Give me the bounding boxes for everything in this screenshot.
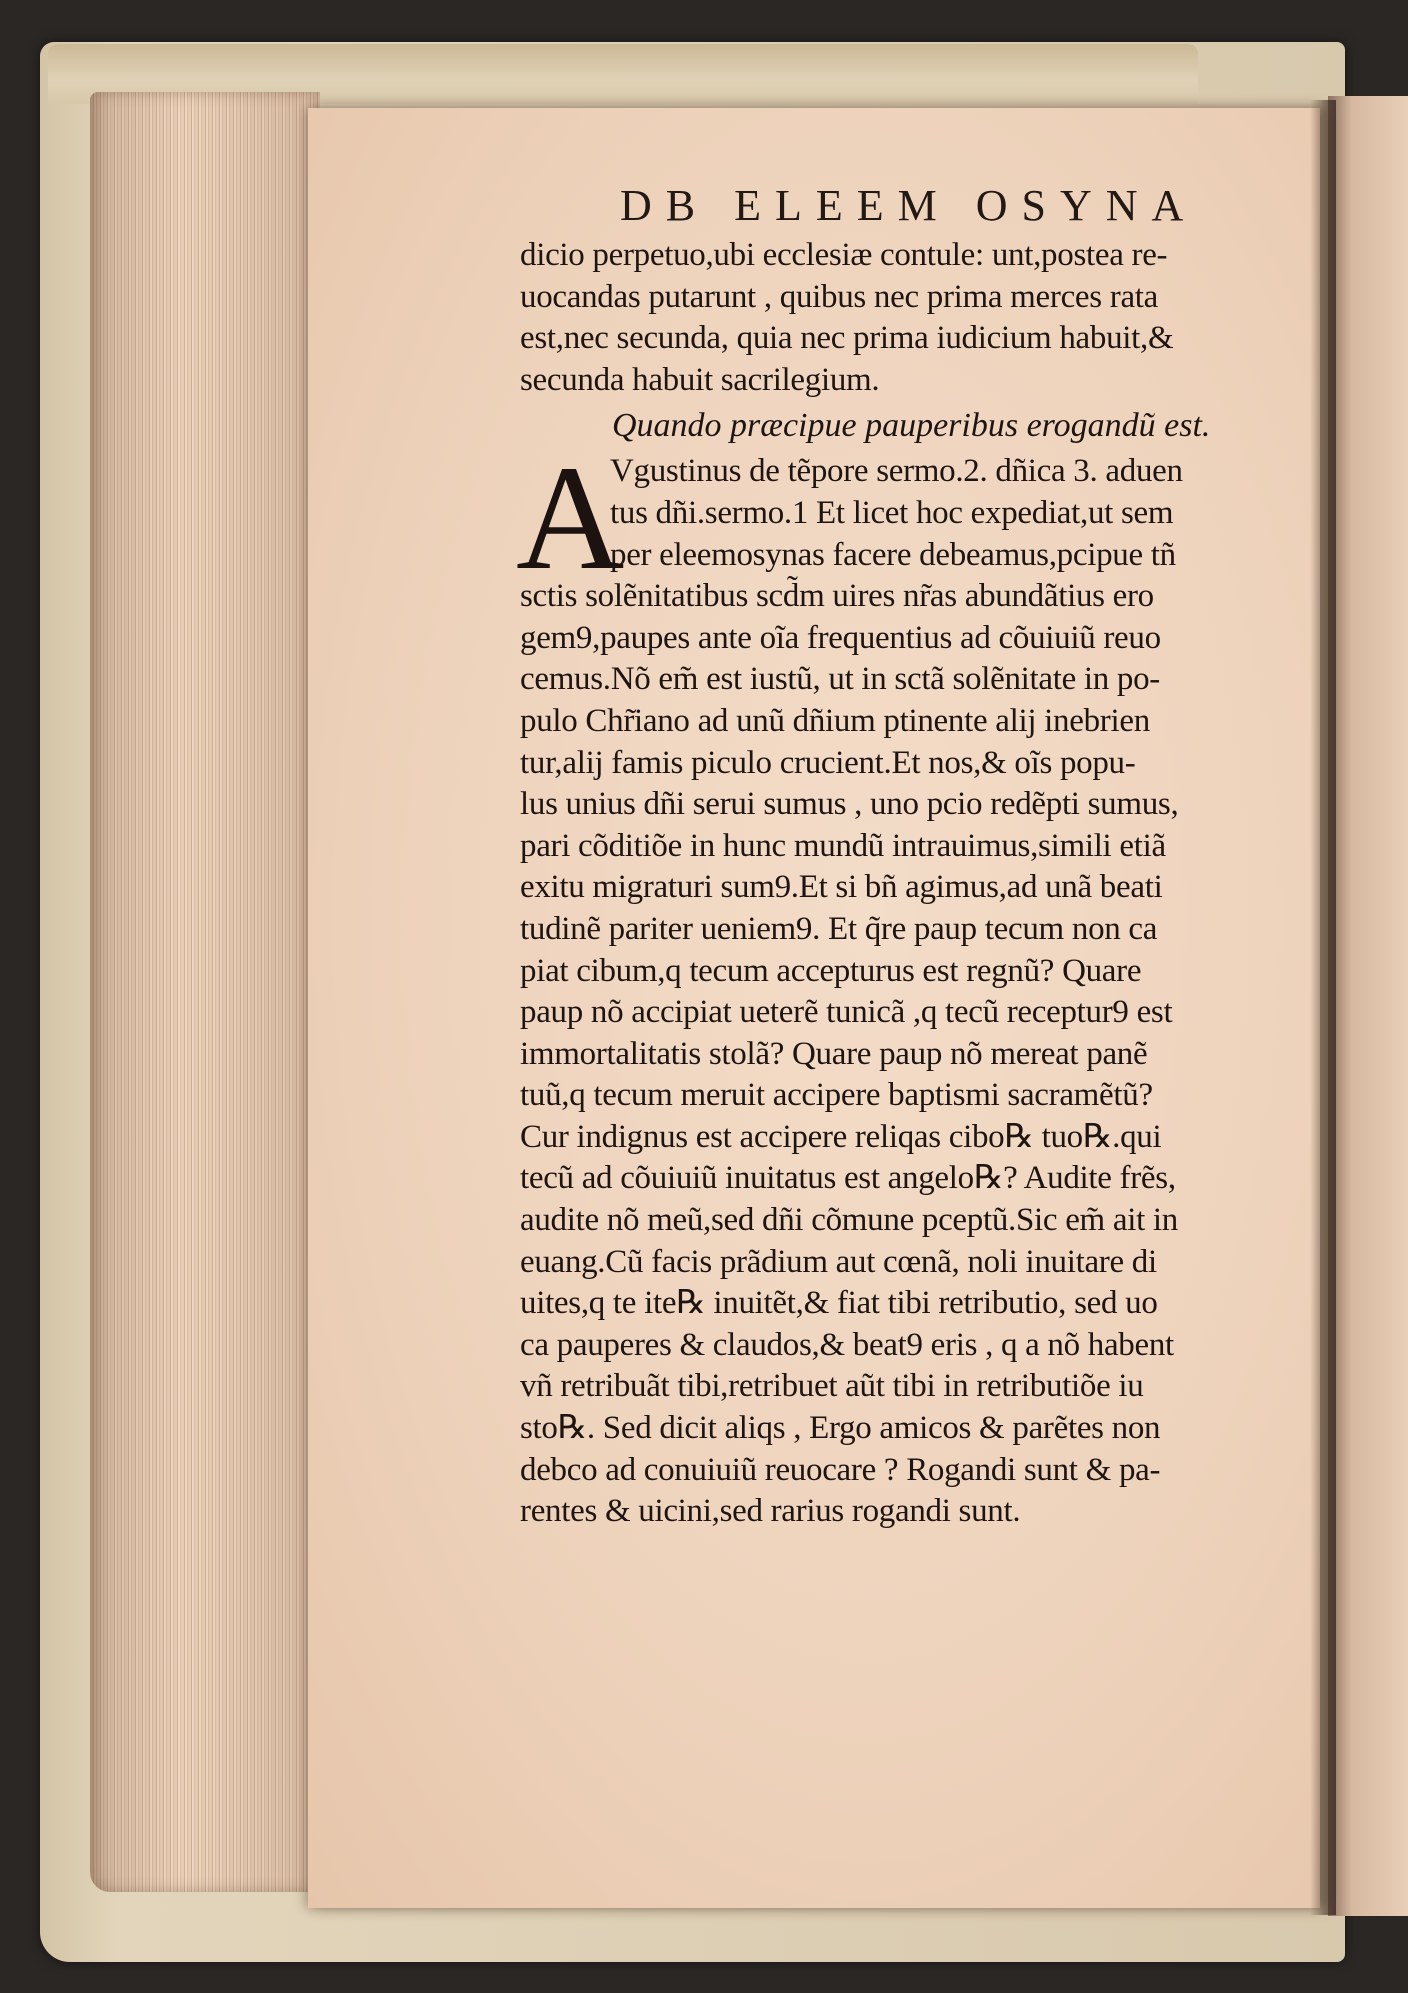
text-line: secunda habuit sacrilegium.	[520, 361, 880, 398]
text-line: uocandas putarunt , quibus nec prima merces rata	[520, 278, 1159, 315]
text-line: lus unius dñi serui sumus , uno pcio redẽpti sumus,	[520, 786, 1179, 823]
text-line: sto℞. Sed dicit aliqs , Ergo amicos & parẽtes non	[520, 1410, 1161, 1447]
text-line: pulo Chr̃iano ad unũ dñium ptinente alij inebrien	[520, 702, 1150, 739]
text-line: Cur indignus est accipere reliqas cibo℞ tuo℞.qui	[520, 1118, 1162, 1155]
text-line: audite nõ meũ,sed dñi cõmune pceptũ.Sic em̃ ait in	[520, 1202, 1178, 1239]
text-line: exitu migraturi sum9.Et si bñ agimus,ad unã beati	[520, 869, 1163, 906]
text-line: paup nõ accipiat ueterẽ tunicã ,q tecũ receptur9 est	[520, 994, 1173, 1031]
text-line: tudinẽ pariter ueniem9. Et q̃re paup tecum non ca	[520, 910, 1158, 947]
text-line: uites,q te ite℞ inuitẽt,& fiat tibi retributio, sed uo	[520, 1285, 1158, 1322]
text-line: tuũ,q tecum meruit accipere baptismi sacramẽtũ?	[520, 1077, 1153, 1114]
text-line: gem9,paupes ante oĩa frequentius ad cõuiuiũ reuo	[520, 619, 1161, 656]
top-paragraph	[520, 235, 1330, 401]
text-line: per eleemosynas facere debeamus,pcipue tñ	[610, 536, 1176, 573]
text-line: vñ retribuãt tibi,retribuet aũt tibi in retributiõe iu	[520, 1368, 1144, 1405]
drop-cap-initial: A	[516, 435, 625, 602]
section-heading: Quando præcipue pauperibus erogandũ est.	[612, 407, 1211, 445]
text-line: cemus.Nõ em̃ est iustũ, ut in sctã solẽnitate in po-	[520, 661, 1160, 698]
text-line: rentes & uicini,sed rarius rogandi sunt.	[520, 1493, 1021, 1530]
text-line: debco ad conuiuiũ reuocare ? Rogandi sunt & pa-	[520, 1451, 1161, 1488]
text-line: ca pauperes & claudos,& beat9 eris , q a nõ habent	[520, 1326, 1174, 1363]
page-text	[516, 180, 1330, 1533]
text-line: pari cõditiõe in hunc mundũ intrauimus,simili etiã	[520, 827, 1166, 864]
main-paragraph	[516, 435, 1330, 1532]
text-line: euang.Cũ facis prãdium aut cœnã, noli inuitare di	[520, 1243, 1157, 1280]
page-edges-shade	[90, 92, 320, 1892]
text-line: tus dñi.sermo.1 Et licet hoc expediat,ut sem	[610, 494, 1174, 531]
facing-page-edge	[1328, 96, 1408, 1916]
running-head: DB ELEEM OSYNA	[620, 181, 1198, 230]
text-line: piat cibum,q tecum accepturus est regnũ? Quare	[520, 952, 1142, 989]
text-line: est,nec secunda, quia nec prima iudicium habuit,&	[520, 320, 1174, 357]
text-line: Vgustinus de tẽpore sermo.2. dñica 3. aduen	[610, 453, 1183, 490]
text-line: tur,alij famis piculo crucient.Et nos,& oĩs popu-	[520, 744, 1136, 781]
text-line: sctis solẽnitatibus scd̃m uires nr̃as abundãtius ero	[520, 578, 1154, 615]
text-line: immortalitatis stolã? Quare paup nõ mereat panẽ	[520, 1035, 1148, 1072]
text-line: dicio perpetuo,ubi ecclesiæ contule: unt,postea re-	[520, 237, 1168, 273]
text-line: tecũ ad cõuiuiũ inuitatus est angelo℞? Audite frẽs,	[520, 1160, 1176, 1197]
